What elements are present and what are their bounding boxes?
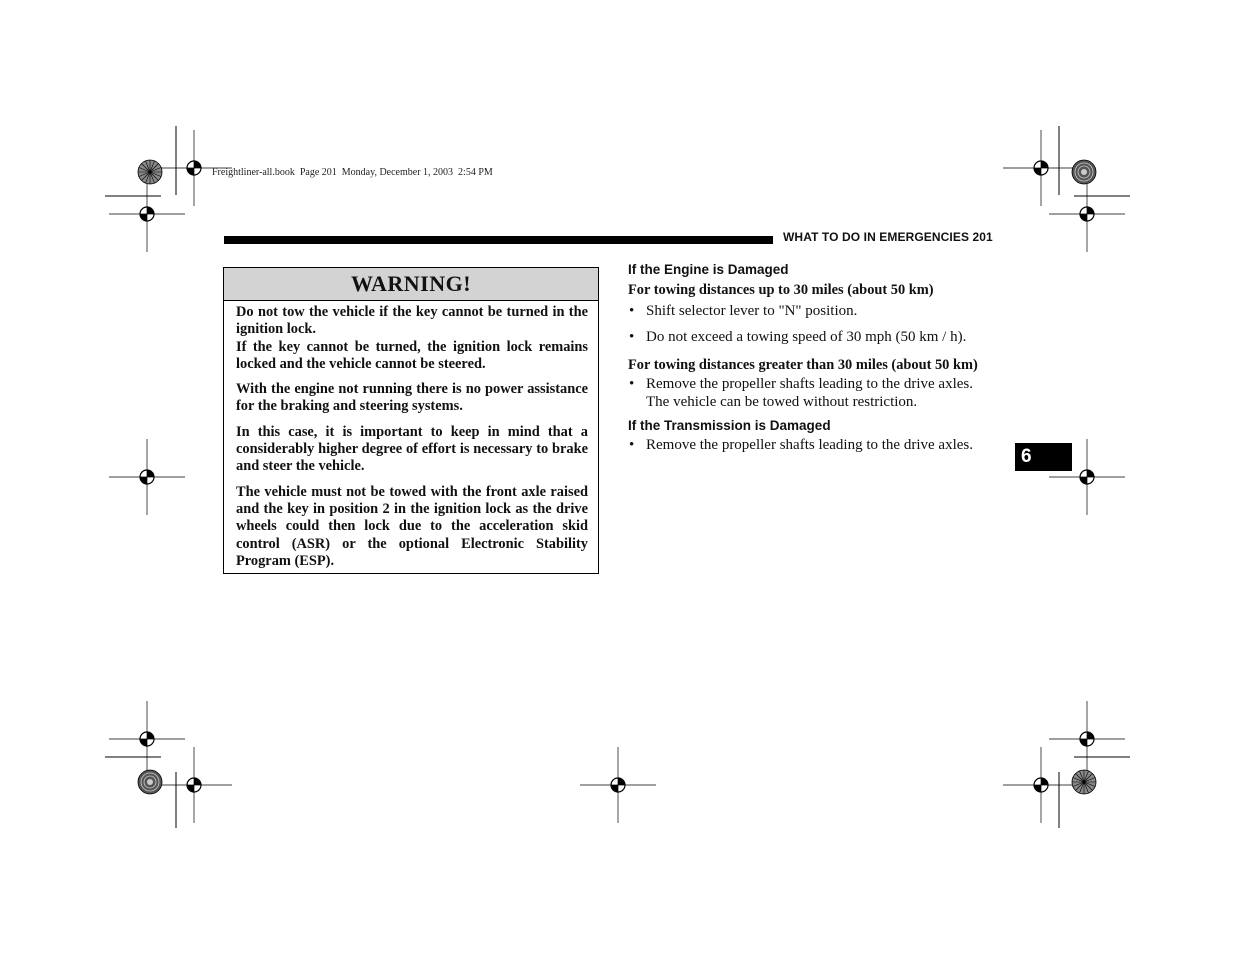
bullet-glyph: • xyxy=(629,302,635,319)
bullet-glyph: • xyxy=(629,437,635,453)
transmission-section-heading: If the Transmission is Damaged xyxy=(628,418,831,433)
warning-paragraph: With the engine not running there is no power assistance for the braking and steering systems. xyxy=(236,381,588,415)
print-info-slug: Freightliner-all.book Page 201 Monday, December 1, 2003 2:54 PM xyxy=(212,167,493,178)
warning-paragraph: Do not tow the vehicle if the key cannot be turned in the ignition lock. xyxy=(236,304,588,338)
list-item: • Remove the propeller shafts leading to the drive axles. xyxy=(629,376,973,392)
list-item: • Do not exceed a towing speed of 30 mph (50 km / h). xyxy=(629,329,967,345)
warning-box xyxy=(223,267,599,574)
warning-paragraph: If the key cannot be turned, the ignition lock remains locked and the vehicle cannot be steered. xyxy=(236,338,588,372)
bullet-glyph: • xyxy=(629,329,635,345)
engine-section-heading: If the Engine is Damaged xyxy=(628,262,789,277)
running-head: WHAT TO DO IN EMERGENCIES 201 xyxy=(783,230,993,244)
bullet-glyph: • xyxy=(629,376,635,392)
short-distance-heading: For towing distances up to 30 miles (about 50 km) xyxy=(628,282,934,298)
list-item: • Remove the propeller shafts leading to the drive axles. xyxy=(629,437,973,453)
transmission-list xyxy=(628,437,1002,455)
warning-title: WARNING! xyxy=(224,268,598,301)
warning-paragraph: In this case, it is important to keep in mind that a considerably higher degree of effort is necessary to brake and steer the vehicle. xyxy=(236,423,588,475)
right-column xyxy=(628,261,1002,455)
long-distance-heading: For towing distances greater than 30 miles (about 50 km) xyxy=(628,356,978,373)
short-distance-list xyxy=(628,303,1002,347)
long-distance-list xyxy=(628,376,1002,411)
warning-paragraph: The vehicle must not be towed with the front axle raised and the key in position 2 in the ignition lock as the drive wheels could then lock due to the acceleration skid control (ASR) or the optional Electronic Stability Program (ESP). xyxy=(236,483,588,569)
chapter-tab: 6 xyxy=(1015,443,1072,471)
warning-body xyxy=(224,301,598,570)
list-note: The vehicle can be towed without restriction. xyxy=(646,393,918,410)
header-rule xyxy=(224,236,773,244)
list-item: • Shift selector lever to "N" position. xyxy=(629,302,858,319)
